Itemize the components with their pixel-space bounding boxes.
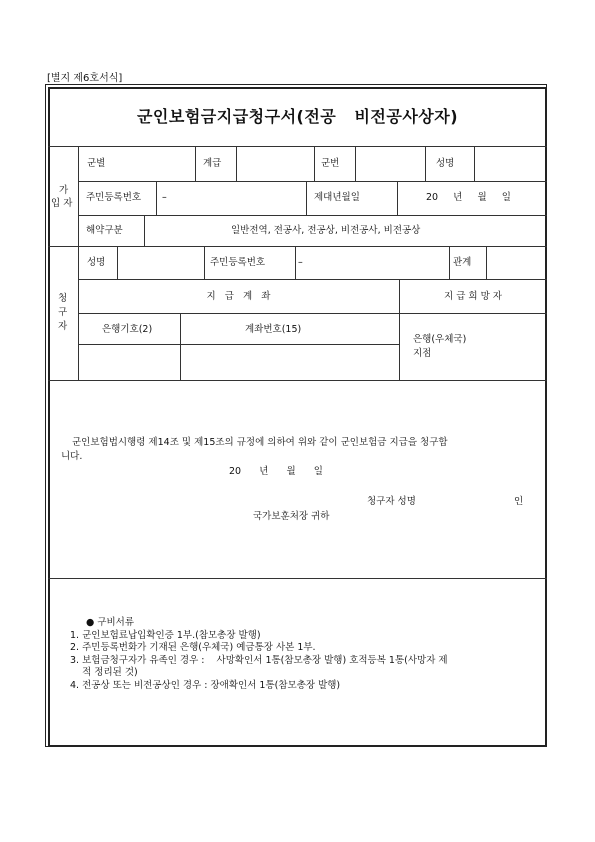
insured-section-label-1: 가: [59, 185, 69, 196]
claimant-section-label-1: 청: [58, 293, 68, 304]
claim-date: 20 년 월 일: [229, 466, 323, 477]
divider-claimant-r1-c3: [295, 246, 296, 279]
divider-claimant-row1: [78, 279, 547, 280]
claimant-section-label-3: 자: [58, 321, 68, 332]
claimant-name-label: 성명: [87, 257, 106, 268]
discharge-date-label: 제대년월일: [314, 192, 360, 203]
discharge-date-value: 20 년 월 일: [426, 192, 511, 203]
document-item-3: 3. 보험금청구자가 유족인 경우 : 사망확인서 1통(참모총장 발행) 호적등복 1통(사망자 제: [70, 654, 448, 666]
divider-title-bottom: [48, 146, 547, 147]
divider-insured-r2-c2: [306, 181, 307, 215]
divider-claimant-bankcode-col: [180, 313, 181, 380]
divider-insured-r1-c5: [425, 146, 426, 181]
divider-claimant-row2: [78, 313, 547, 314]
claim-statement-line-2: 니다.: [61, 451, 83, 462]
document-item-3-cont: 적 정리된 것): [70, 667, 138, 678]
divider-section-label-col: [78, 146, 79, 380]
required-documents: [70, 617, 540, 692]
required-documents-header: ● 구비서류: [86, 617, 135, 628]
divider-insured-r1-c3: [314, 146, 315, 181]
document-item-2: 2. 주민등록번화가 기재된 은행(우체국) 예금통장 사본 1부.: [70, 642, 316, 653]
rank-label: 계급: [203, 158, 222, 169]
divider-insured-r2-c3: [397, 181, 398, 215]
divider-claimant-bottom: [48, 380, 547, 381]
account-number-label: 계좌번호(15): [245, 324, 302, 335]
divider-insured-r3-c1: [144, 215, 145, 246]
divider-claimant-r1-c4: [449, 246, 450, 279]
addressee: 국가보훈처장 귀하: [253, 511, 330, 522]
claimant-section-label-2: 구: [58, 307, 68, 318]
service-number-label: 군번: [321, 158, 340, 169]
claimant-signature-label: 청구자 성명: [367, 496, 416, 507]
form-title: 군인보험금지급청구서(전공 비전공사상자): [136, 107, 459, 126]
divider-insured-r1-c4: [355, 146, 356, 181]
form-number-label: [별지 제6호서식]: [47, 73, 123, 84]
payment-account-header: 지 급 계 좌: [206, 291, 271, 302]
claimant-resident-number-label: 주민등록번호: [210, 257, 266, 268]
divider-insured-row1: [78, 181, 547, 182]
divider-insured-r1-c1: [195, 146, 196, 181]
divider-insured-bottom: [48, 246, 547, 247]
claim-statement: [61, 436, 541, 464]
claimant-relation-label: 관계: [453, 257, 472, 268]
divider-insured-row2: [78, 215, 547, 216]
cancellation-type-label: 해약구분: [86, 225, 123, 236]
preferred-recipient-header: 지 급 희 망 자: [444, 291, 502, 302]
divider-insured-r1-c6: [474, 146, 475, 181]
divider-claimant-row3: [78, 344, 399, 345]
insured-section-label-2: 입 자: [51, 198, 73, 209]
seal-mark: 인: [514, 496, 524, 507]
bank-code-label: 은행기호(2): [102, 324, 153, 335]
document-item-4: 4. 전공상 또는 비전공상인 경우 : 장애확인서 1통(참모총장 발행): [70, 679, 341, 691]
insured-resident-number-dash: –: [162, 192, 167, 203]
divider-insured-r1-c2: [236, 146, 237, 181]
divider-statement-bottom: [48, 578, 547, 579]
divider-claimant-r1-c1: [117, 246, 118, 279]
insured-resident-number-label: 주민등록번호: [86, 192, 142, 203]
claim-statement-line-1: 군인보험법시행령 제14조 및 제15조의 규정에 의하여 위와 같이 군인보험금 지급을 청구합: [72, 437, 448, 448]
branch-label: 지점: [413, 348, 432, 359]
unit-label: 군별: [87, 158, 106, 169]
claimant-resident-number-dash: –: [298, 257, 303, 268]
insured-name-label: 성명: [436, 158, 455, 169]
bank-post-office-label: 은행(우체국): [413, 334, 467, 345]
document-item-1: 1. 군인보험료납입확인증 1부.(참모총장 발행): [70, 629, 261, 641]
divider-claimant-r1-c5: [486, 246, 487, 279]
cancellation-type-options: 일반전역, 전공사, 전공상, 비전공사, 비전공상: [231, 225, 421, 236]
divider-insured-r2-c1: [156, 181, 157, 215]
divider-claimant-r1-c2: [204, 246, 205, 279]
